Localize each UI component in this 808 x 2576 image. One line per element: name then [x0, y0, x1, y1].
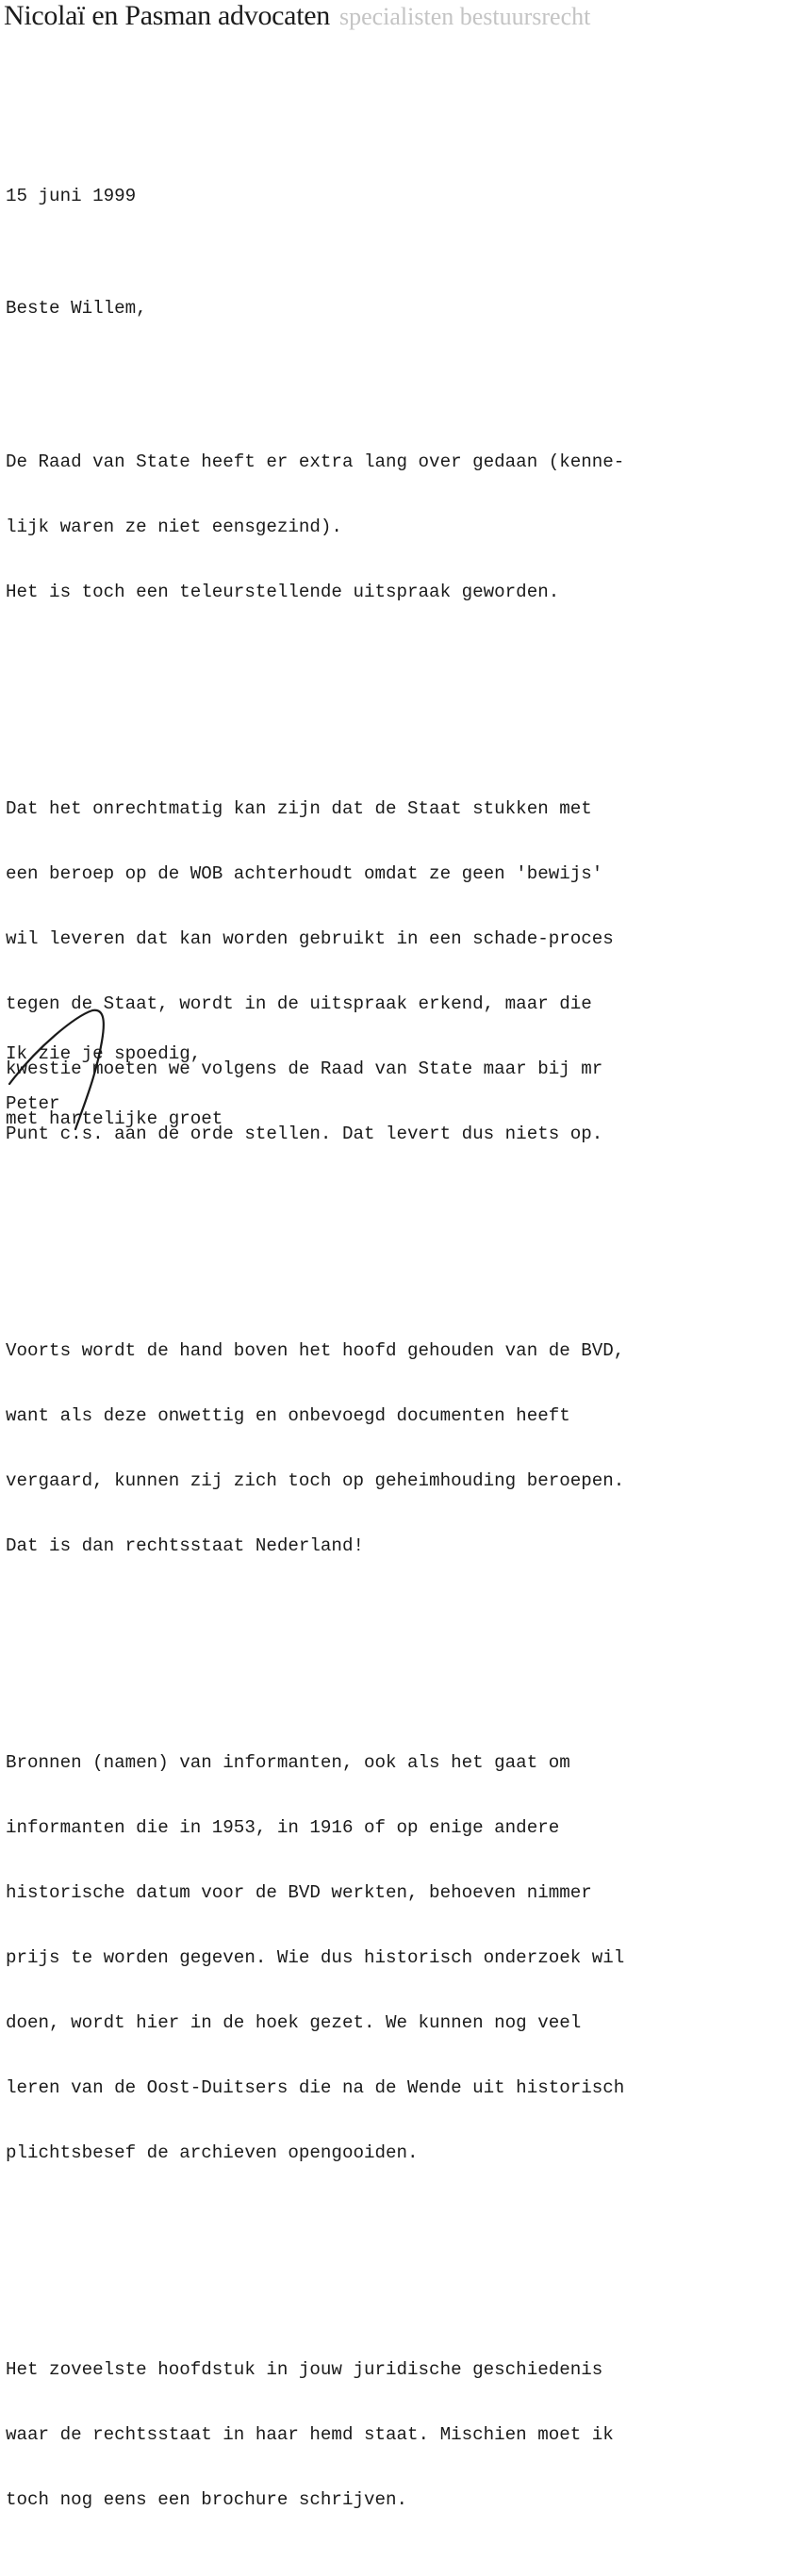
text-line: doen, wordt hier in de hoek gezet. We kunnen nog veel: [6, 2012, 582, 2033]
firm-name: Nicolaï en Pasman advocaten: [4, 0, 330, 31]
text-line: historische datum voor de BVD werkten, behoeven nimmer: [6, 1882, 592, 1903]
text-line: Punt c.s. aan de orde stellen. Dat levert dus niets op.: [6, 1124, 603, 1144]
salutation: Beste Willem,: [6, 298, 147, 319]
closing-line: met hartelijke groet: [6, 1108, 223, 1129]
paragraph-gap: [6, 1644, 624, 1665]
text-line: Dat het onrechtmatig kan zijn dat de Staat stukken met: [6, 798, 592, 819]
firm-tagline: specialisten bestuursrecht: [338, 3, 591, 30]
text-line: toch nog eens een brochure schrijven.: [6, 2489, 408, 2510]
signer-name: Peter: [6, 1093, 60, 1114]
paragraph: [6, 408, 624, 647]
closing-line: Ik zie je spoedig,: [6, 1043, 202, 1064]
text-line: Het is toch een teleurstellende uitspraak geworden.: [6, 582, 560, 602]
paragraph-gap: [6, 690, 624, 712]
text-line: leren van de Oost-Duitsers die na de Wende uit historisch: [6, 2077, 625, 2098]
letter-body: [6, 365, 624, 2576]
letter-date: 15 juni 1999: [6, 186, 137, 206]
text-line: vergaard, kunnen zij zich toch op geheimhouding beroepen.: [6, 1470, 625, 1491]
paragraph-gap: [6, 1232, 624, 1254]
text-line: Bronnen (namen) van informanten, ook als het gaat om: [6, 1752, 570, 1773]
text-line: Dat is dan rechtsstaat Nederland!: [6, 1535, 364, 1556]
text-line: een beroep op de WOB achterhoudt omdat ze geen 'bewijs': [6, 863, 603, 884]
text-line: kwestie moeten we volgens de Raad van State maar bij mr: [6, 1058, 603, 1079]
text-line: prijs te worden gegeven. Wie dus historisch onderzoek wil: [6, 1947, 625, 1968]
text-line: De Raad van State heeft er extra lang over gedaan (kenne-: [6, 451, 625, 472]
text-line: lijk waren ze niet eensgezind).: [6, 517, 342, 537]
paragraph: [6, 1709, 624, 2207]
letterhead: [4, 0, 590, 32]
text-line: tegen de Staat, wordt in de uitspraak erkend, maar die: [6, 993, 592, 1014]
text-line: Voorts wordt de hand boven het hoofd gehouden van de BVD,: [6, 1340, 625, 1361]
paragraph: [6, 1297, 624, 1600]
text-line: Het zoveelste hoofdstuk in jouw juridische geschiedenis: [6, 2359, 603, 2380]
handwritten-signature: [0, 990, 151, 1131]
text-line: wil leveren dat kan worden gebruikt in een schade-proces: [6, 928, 614, 949]
text-line: waar de rechtsstaat in haar hemd staat. Mischien moet ik: [6, 2424, 614, 2445]
paragraph: [6, 2316, 624, 2554]
text-line: informanten die in 1953, in 1916 of op enige andere: [6, 1817, 560, 1838]
text-line: want als deze onwettig en onbevoegd documenten heeft: [6, 1405, 570, 1426]
paragraph-gap: [6, 2251, 624, 2272]
text-line: plichtsbesef de archieven opengooiden.: [6, 2142, 419, 2163]
